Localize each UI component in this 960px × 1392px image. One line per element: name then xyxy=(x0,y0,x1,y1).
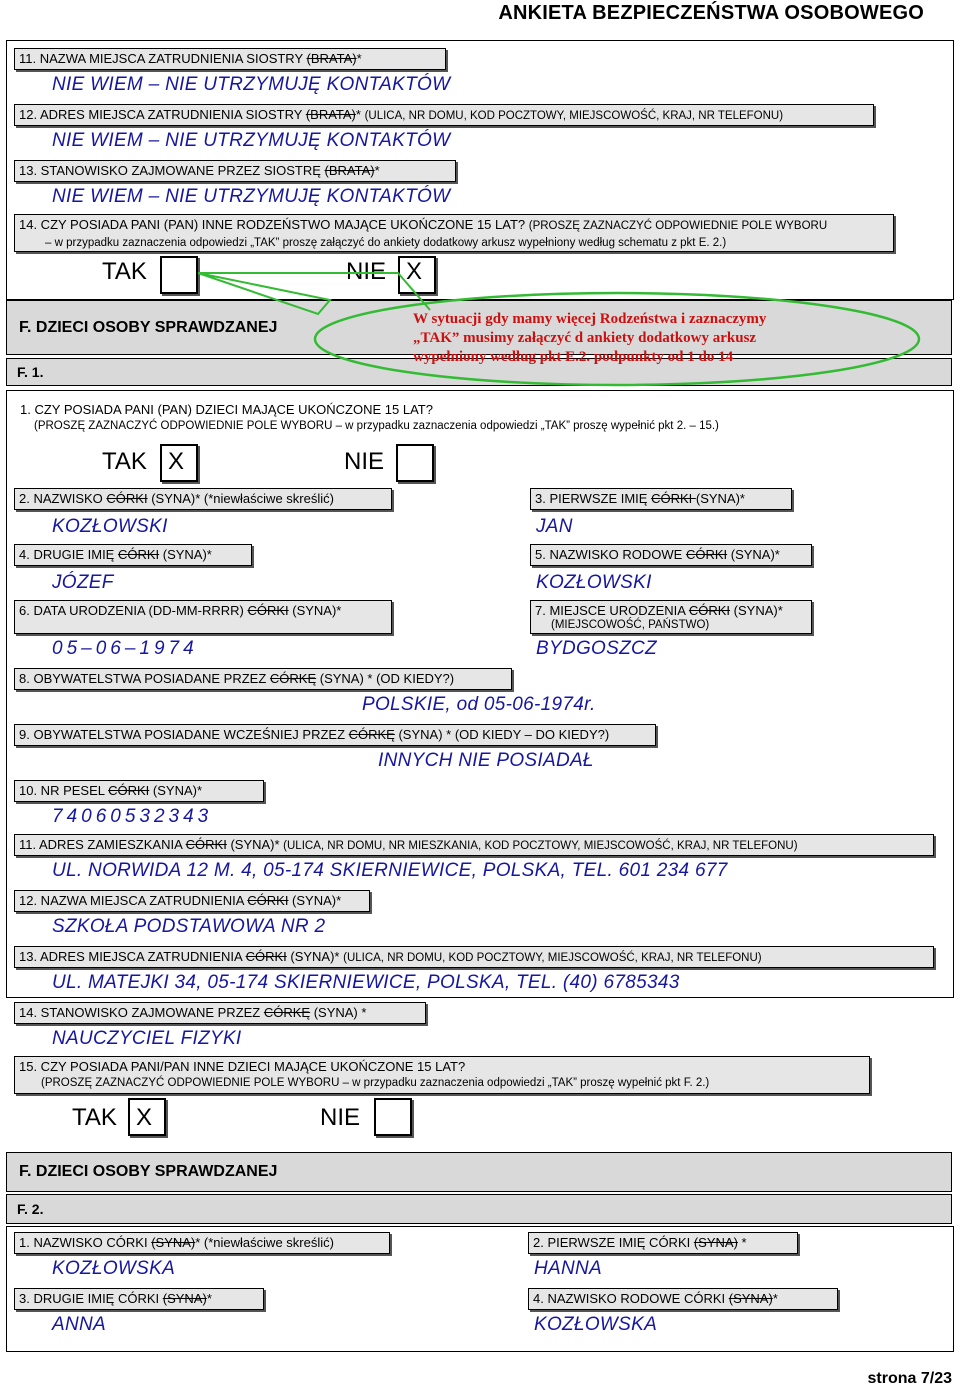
label-hint: (ULICA, NR DOMU, NR MIESZKANIA, KOD POCZTOWY, MIEJSCOWOŚĆ, KRAJ, NR TELEFONU) xyxy=(283,840,798,852)
child1-q11-answer[interactable]: UL. NORWIDA 12 M. 4, 05-174 SKIERNIEWICE, POLSKA, TEL. 601 234 677 xyxy=(52,860,728,881)
strike-text: (BRATA) xyxy=(305,107,356,122)
page-number: strona 7/23 xyxy=(867,1370,952,1387)
child2-q2-answer[interactable]: HANNA xyxy=(534,1258,603,1279)
label-text: 6. DATA URODZENIA (DD-MM-RRRR) xyxy=(19,603,248,618)
label-text: 4. NAZWISKO RODOWE CÓRKI xyxy=(533,1291,729,1306)
label-text: * xyxy=(374,163,380,178)
strike-text: CÓRKI xyxy=(185,837,227,852)
label-text: (SYNA) * xyxy=(310,1005,367,1020)
label-text: * xyxy=(772,1291,778,1306)
section-f-bar-2 xyxy=(6,1152,952,1192)
child1-q3-answer[interactable]: JAN xyxy=(536,516,573,537)
annotation-note xyxy=(413,310,766,367)
child1-q13-answer[interactable]: UL. MATEJKI 34, 05-174 SKIERNIEWICE, POLSKA, TEL. (40) 6785343 xyxy=(52,972,680,993)
child1-q6-answer[interactable]: 05–06–1974 xyxy=(52,638,198,659)
strike-text: CÓRKI xyxy=(651,491,696,506)
child1-q1-tak-label: TAK xyxy=(102,448,147,475)
document-title: ANKIETA BEZPIECZEŃSTWA OSOBOWEGO xyxy=(498,2,924,24)
section-f1-title: F. 1. xyxy=(17,364,44,380)
label-text: 2. PIERWSZE IMIĘ CÓRKI xyxy=(533,1235,694,1250)
label-text: (SYNA)* xyxy=(695,491,745,506)
sibling-q12-answer[interactable]: NIE WIEM – NIE UTRZYMUJĘ KONTAKTÓW xyxy=(52,130,451,151)
callout-pointer-2 xyxy=(198,273,430,310)
label-text: * xyxy=(737,1235,747,1250)
label-text: (SYNA)* xyxy=(286,949,344,964)
child1-q5-label xyxy=(530,544,812,566)
child1-q14-answer[interactable]: NAUCZYCIEL FIZYKI xyxy=(52,1028,242,1049)
child1-q10-label xyxy=(14,780,264,802)
strike-text: (SYNA) xyxy=(151,1235,196,1250)
sibling-q13-answer[interactable]: NIE WIEM – NIE UTRZYMUJĘ KONTAKTÓW xyxy=(52,186,451,207)
label-text: (SYNA)* xyxy=(159,547,212,562)
child1-q9-label xyxy=(14,724,656,746)
child2-q3-label xyxy=(14,1288,264,1310)
label-text: 8. OBYWATELSTWA POSIADANE PRZEZ xyxy=(19,671,270,686)
annotation-line: W sytuacji gdy mamy więcej Rodzeństwa i zaznaczymy xyxy=(413,311,767,327)
callout-pointer xyxy=(198,273,330,314)
label-text: (SYNA)* xyxy=(730,603,783,618)
child1-q15-tak-mark: X xyxy=(136,1104,153,1131)
child1-q1-nie-label: NIE xyxy=(344,448,385,475)
child1-q4-label xyxy=(14,544,252,566)
strike-text: CÓRKĘ xyxy=(348,727,395,742)
label-text: * xyxy=(355,107,365,122)
label-text: 15. CZY POSIADA PANI/PAN INNE DZIECI MAJĄCE UKOŃCZONE 15 LAT? xyxy=(19,1059,466,1074)
label-text: (SYNA) * (OD KIEDY?) xyxy=(316,671,455,686)
child1-q1-nie-checkbox[interactable] xyxy=(396,444,434,482)
label-hint: (ULICA, NR DOMU, KOD POCZTOWY, MIEJSCOWOŚĆ, KRAJ, NR TELEFONU) xyxy=(364,110,784,122)
sibling-q11-answer[interactable]: NIE WIEM – NIE UTRZYMUJĘ KONTAKTÓW xyxy=(52,74,451,95)
child1-q2-answer[interactable]: KOZŁOWSKI xyxy=(52,516,168,537)
child1-q5-answer[interactable]: KOZŁOWSKI xyxy=(536,572,652,593)
strike-text: CÓRKI xyxy=(685,547,728,562)
child1-q15-nie-checkbox[interactable] xyxy=(374,1098,412,1136)
sibling-q14-tak-label: TAK xyxy=(102,258,147,285)
label-text: 13. ADRES MIEJSCA ZATRUDNIENIA xyxy=(19,949,246,964)
label-text: 2. NAZWISKO xyxy=(19,491,107,506)
strike-text: CÓRKI xyxy=(247,893,289,908)
child2-q4-label xyxy=(528,1288,838,1310)
label-text: 10. NR PESEL xyxy=(19,783,109,798)
strike-text: CÓRKI xyxy=(106,491,148,506)
label-text: 13. STANOWISKO ZAJMOWANE PRZEZ SIOSTRĘ xyxy=(19,163,325,178)
annotation-line: wypełniony według pkt E.2. podpunkty od 1 do 14 xyxy=(413,349,734,365)
strike-text: CÓRKI xyxy=(245,949,287,964)
label-text: 7. MIEJSCE URODZENIA xyxy=(535,603,689,618)
sibling-q14-nie-label: NIE xyxy=(346,258,387,285)
strike-text: (BRATA) xyxy=(306,51,357,66)
label-text: (SYNA)* xyxy=(288,603,342,618)
strike-text: CÓRKĘ xyxy=(269,671,317,686)
label-text: (SYNA)* xyxy=(149,783,203,798)
child1-q6-label xyxy=(14,600,392,634)
child1-q3-label xyxy=(530,488,792,510)
child1-q15-tak-label: TAK xyxy=(72,1104,117,1131)
strike-text: (SYNA) xyxy=(162,1291,207,1306)
label-text: (SYNA)* xyxy=(288,893,342,908)
child1-q13-label xyxy=(14,946,934,968)
label-text: (SYNA)* xyxy=(727,547,780,562)
label-hint: (MIEJSCOWOŚĆ, PAŃSTWO) xyxy=(551,619,710,631)
label-text: * xyxy=(206,1291,212,1306)
annotation-line: „TAK” musimy załączyć d ankiety dodatkowy arkusz xyxy=(413,330,757,346)
strike-text: CÓRKI xyxy=(247,603,289,618)
sibling-q12-label xyxy=(14,104,874,126)
strike-text: CÓRKI xyxy=(108,783,150,798)
child2-q3-answer[interactable]: ANNA xyxy=(52,1314,106,1335)
child1-q7-answer[interactable]: BYDGOSZCZ xyxy=(536,638,657,659)
child1-q12-answer[interactable]: SZKOŁA PODSTAWOWA NR 2 xyxy=(52,916,326,937)
child1-q9-answer[interactable]: INNYCH NIE POSIADAŁ xyxy=(378,750,594,771)
label-hint: (PROSZĘ ZAZNACZYĆ ODPOWIEDNIE POLE WYBORU – w przypadku zaznaczenia odpowiedzi „TAK” proszę wypełnić pkt F. 2.) xyxy=(41,1077,710,1089)
label-text: 12. ADRES MIEJSCA ZATRUDNIENIA SIOSTRY xyxy=(19,107,306,122)
label-text: (SYNA)* xyxy=(226,837,284,852)
child1-q11-label xyxy=(14,834,934,856)
sibling-q14-nie-mark: X xyxy=(406,258,423,285)
label-text: 12. NAZWA MIEJSCA ZATRUDNIENIA xyxy=(19,893,248,908)
label-text: 9. OBYWATELSTWA POSIADANE WCZEŚNIEJ PRZEZ xyxy=(19,727,349,742)
strike-text: (BRATA) xyxy=(324,163,375,178)
child1-q12-label xyxy=(14,890,370,912)
child1-q2-label xyxy=(14,488,392,510)
strike-text: CÓRKĘ xyxy=(263,1005,311,1020)
sibling-q13-label xyxy=(14,160,456,182)
label-text: (SYNA) * (OD KIEDY – DO KIEDY?) xyxy=(394,727,610,742)
label-text: 11. ADRES ZAMIESZKANIA xyxy=(19,837,186,852)
child1-q15-label xyxy=(14,1056,870,1094)
child1-q1-text: 1. CZY POSIADA PANI (PAN) DZIECI MAJĄCE UKOŃCZONE 15 LAT? xyxy=(20,402,433,417)
section-f2-title: F. 2. xyxy=(17,1201,44,1217)
child1-q14-label xyxy=(14,1002,426,1024)
child2-q1-answer[interactable]: KOZŁOWSKA xyxy=(52,1258,176,1279)
section-f-title-2: F. DZIECI OSOBY SPRAWDZANEJ xyxy=(19,1163,278,1180)
label-text: 11. NAZWA MIEJSCA ZATRUDNIENIA SIOSTRY xyxy=(19,51,307,66)
child2-q2-label xyxy=(528,1232,798,1254)
label-text: 3. PIERWSZE IMIĘ xyxy=(535,491,652,506)
label-hint: (ULICA, NR DOMU, KOD POCZTOWY, MIEJSCOWOŚĆ, KRAJ, NR TELEFONU) xyxy=(343,952,762,964)
label-hint: (PROSZĘ ZAZNACZYĆ ODPOWIEDNIE POLE WYBORU xyxy=(528,220,828,232)
label-text: (SYNA)* (*niewłaściwe skreślić) xyxy=(147,491,334,506)
child2-q4-answer[interactable]: KOZŁOWSKA xyxy=(534,1314,658,1335)
strike-text: (SYNA) xyxy=(728,1291,773,1306)
child1-q8-label xyxy=(14,668,512,690)
label-text: * (*niewłaściwe skreślić) xyxy=(195,1235,334,1250)
label-text: 1. NAZWISKO CÓRKI xyxy=(19,1235,152,1250)
child1-q8-answer[interactable]: POLSKIE, od 05-06-1974r. xyxy=(362,694,596,715)
child1-q4-answer[interactable]: JÓZEF xyxy=(52,572,114,593)
label-text: 14. CZY POSIADA PANI (PAN) INNE RODZEŃSTWO MAJĄCE UKOŃCZONE 15 LAT? xyxy=(19,217,529,232)
label-text: 5. NAZWISKO RODOWE xyxy=(535,547,686,562)
child1-q7-label xyxy=(530,600,812,634)
label-text: 4. DRUGIE IMIĘ xyxy=(19,547,118,562)
child2-q1-label xyxy=(14,1232,390,1254)
label-text: * xyxy=(356,51,362,66)
strike-text: (SYNA) xyxy=(693,1235,738,1250)
sibling-q11-label xyxy=(14,48,446,70)
child1-q1-hint: (PROSZĘ ZAZNACZYĆ ODPOWIEDNIE POLE WYBORU – w przypadku zaznaczenia odpowiedzi „TAK” proszę wypełnić pkt 2. – 15.) xyxy=(34,420,719,432)
child1-q10-answer[interactable]: 74060532343 xyxy=(52,806,213,827)
label-hint: – w przypadku zaznaczenia odpowiedzi „TAK” proszę załączyć do ankiety dodatkowy arkusz wypełniony według schematu z pkt E. 2.) xyxy=(45,237,727,249)
strike-text: CÓRKI xyxy=(688,603,731,618)
label-text: 3. DRUGIE IMIĘ CÓRKI xyxy=(19,1291,163,1306)
strike-text: CÓRKI xyxy=(117,547,160,562)
child1-q1-tak-mark: X xyxy=(168,448,185,475)
label-text: 14. STANOWISKO ZAJMOWANE PRZEZ xyxy=(19,1005,264,1020)
section-f2-bar xyxy=(6,1194,952,1224)
section-f-title: F. DZIECI OSOBY SPRAWDZANEJ xyxy=(19,319,278,336)
child1-q15-nie-label: NIE xyxy=(320,1104,361,1131)
